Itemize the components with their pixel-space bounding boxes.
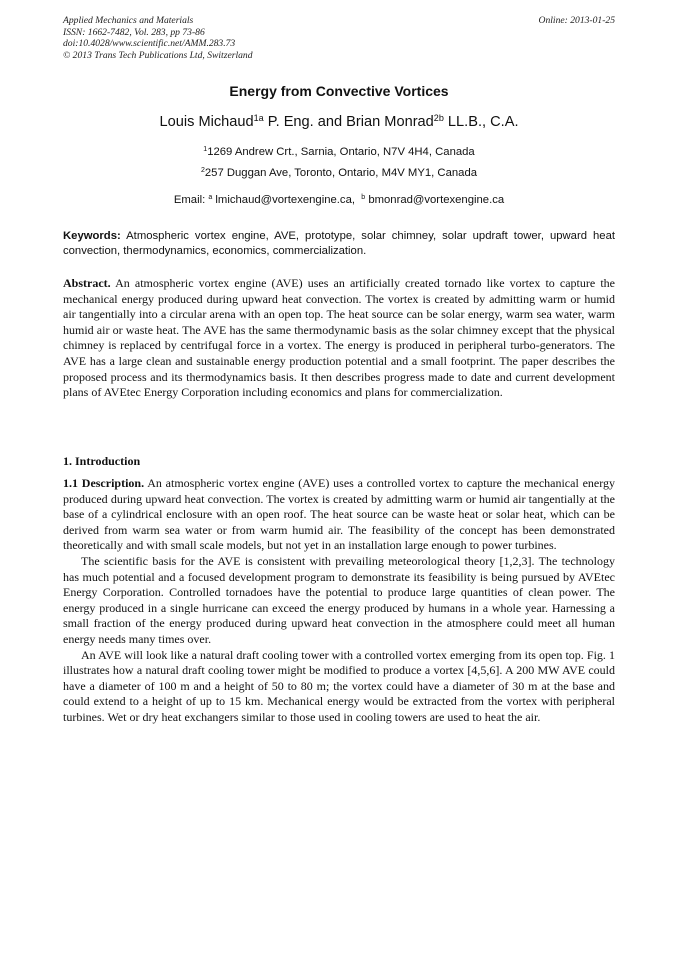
keywords: [63, 229, 615, 258]
affiliation-2-sup: 2: [200, 167, 205, 175]
abstract-label: Abstract.: [63, 276, 111, 290]
author-1-name: Louis Michaud: [159, 114, 254, 130]
author-2-rest: LL.B., C.A.: [443, 114, 519, 130]
email-label: Email:: [173, 194, 209, 206]
journal-header: [63, 15, 615, 61]
doi: doi:10.4028/www.scientific.net/AMM.283.73: [63, 38, 236, 50]
affiliation-1-text: 1269 Andrew Crt., Sarnia, Ontario, N7V 4H4, Canada: [207, 146, 475, 158]
abstract: [63, 276, 615, 401]
subsection-label: 1.1 Description.: [63, 476, 145, 490]
email-a-sup: a: [208, 194, 213, 202]
abstract-text: An atmospheric vortex engine (AVE) uses an artificially created tornado like vortex to capture the mechanical energy produced during upward heat convection. The vortex is created by admitting warm or humid air tangentially into a circular arena with an open top. The heat source can be solar energy, warm sea water, warm humid air or waste heat. The AVE has the same thermodynamic basis as the solar chimney except that the physical chimney is replaced by centrifugal force in a vortex. The energy is produced in peripheral turbo-generators. The AVE has a large clean and sustainable energy production potential and a small footprint. The paper describes the proposed process and its thermodynamics basis. It then describes progress made to date and current development plans of AVEtec Energy Corporation including economics and plans for commercialization.: [63, 276, 615, 400]
issn: ISSN: 1662-7482, Vol. 283, pp 73-86: [63, 26, 205, 38]
author-1-sup: 1a: [253, 113, 264, 124]
paragraph-3: An AVE will look like a natural draft cooling tower with a controlled vortex emerging from its open top. Fig. 1 illustrates how a natural draft cooling tower might be modified to produce a vortex [4,5,6]. A 200 MW AVE could have a diameter of 100 m and a height of 50 to 80 m; the vortex could have a diameter of 30 m at the base and could extend to a height of up to 15 km. Mechanical energy would be extracted from the vortex with peripheral turbines. Wet or dry heat exchangers similar to those used in cooling towers are used to heat the air.: [63, 647, 615, 724]
authors: [63, 114, 615, 130]
affiliation-1-sup: 1: [203, 146, 208, 154]
journal-name: Applied Mechanics and Materials: [63, 15, 194, 26]
affiliation-2: [63, 167, 615, 179]
author-2-sup: 2b: [433, 113, 444, 124]
affiliation-2-text: 257 Duggan Ave, Toronto, Ontario, M4V MY1, Canada: [204, 167, 478, 179]
affiliation-1: [63, 146, 615, 158]
email-a-address: lmichaud@vortexengine.ca,: [212, 194, 355, 206]
paragraph-1: [63, 476, 615, 554]
author-1-rest: P. Eng. and Brian Monrad: [263, 114, 434, 130]
email-b-sup: b: [361, 194, 366, 202]
online-date: Online: 2013-01-25: [538, 15, 615, 26]
keywords-text: Atmospheric vortex engine, AVE, prototype, solar chimney, solar updraft tower, upward heat convection, thermodynamics, economics, commercialization.: [63, 230, 615, 257]
introduction-body: [63, 476, 615, 726]
paper-title: Energy from Convective Vortices: [229, 83, 449, 99]
copyright: © 2013 Trans Tech Publications Ltd, Switzerland: [63, 49, 253, 61]
email-b-address: bmonrad@vortexengine.ca: [365, 194, 505, 206]
keywords-label: Keywords:: [63, 230, 121, 242]
email-line: [63, 194, 615, 206]
paragraph-1-text: An atmospheric vortex engine (AVE) uses a controlled vortex to capture the mechanical energy produced during upward heat convection. The vortex is created by admitting warm or humid air tangentially at the base of a cylindrical enclosure with an open roof. The heat source can be waste heat or solar heat, which can be derived from warm sea water or from warm humid air. The feasibility of the concept has been demonstrated theoretically and with small scale models, but not yet in an installation large enough to power turbines.: [63, 476, 615, 553]
section-heading-introduction: 1. Introduction: [63, 454, 141, 468]
paragraph-2: The scientific basis for the AVE is consistent with prevailing meteorological theory [1,2,3]. The technology has much potential and a focused development program to demonstrate its feasibility is being pursued by AVEtec Energy Corporation. Controlled tornadoes have the potential to produce large quantities of clean power. The energy produced in a single hurricane can exceed the energy produced by humans in a whole year. Harnessing a small fraction of the energy produced during upward heat convection in the atmosphere could meet all human energy needs many times over.: [63, 553, 615, 646]
